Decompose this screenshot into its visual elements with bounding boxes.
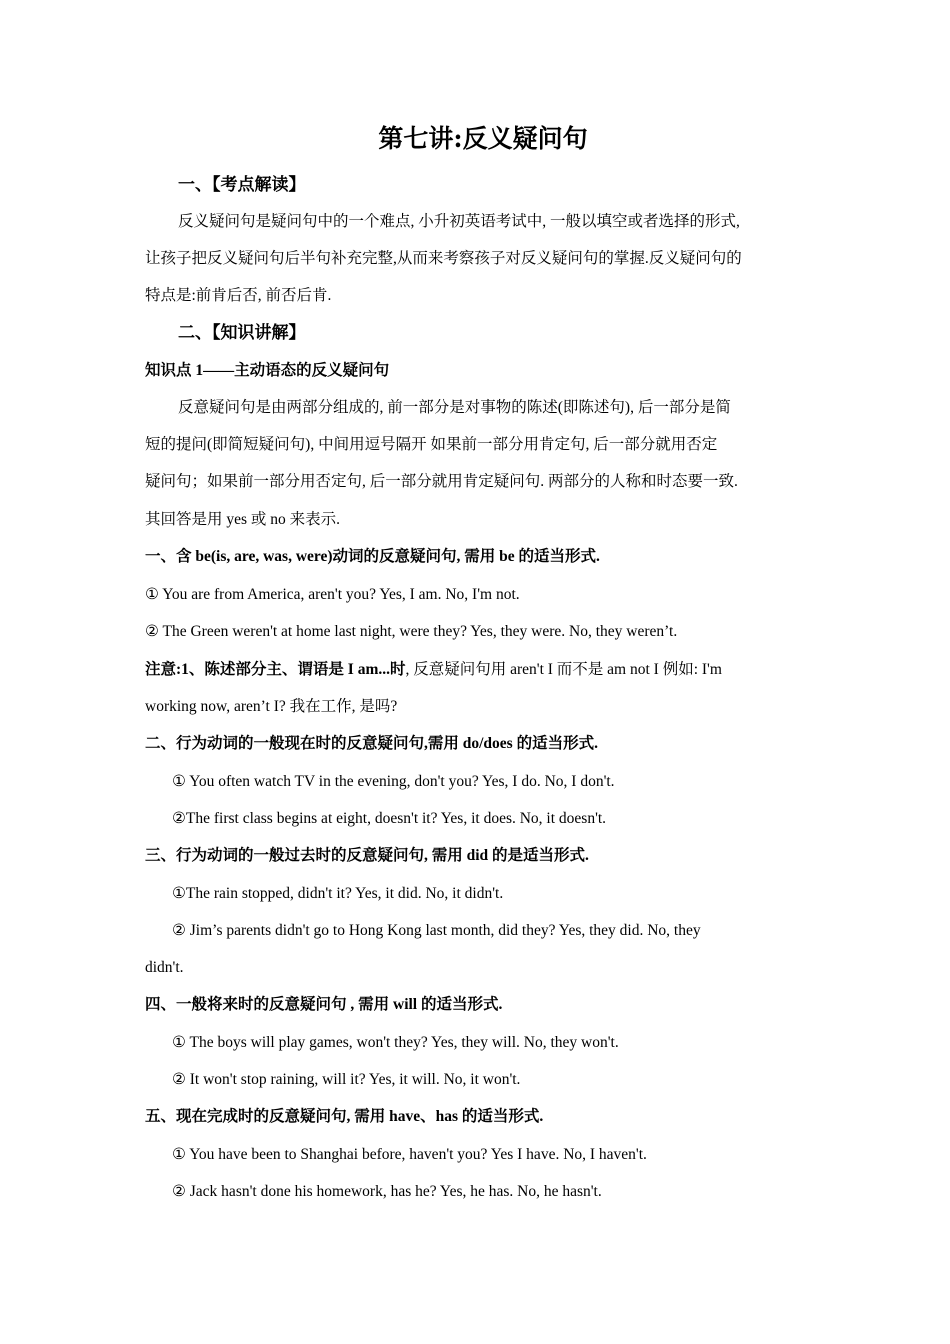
- example-line: ① You have been to Shanghai before, haven't you? Yes I have. No, I haven't.: [172, 1146, 647, 1163]
- rule-heading-4: 四、一般将来时的反意疑问句 , 需用 will 的适当形式.: [145, 996, 503, 1013]
- paragraph-line: 疑问句；如果前一部分用否定句, 后一部分就用肯定疑问句. 两部分的人称和时态要一致.: [145, 473, 738, 490]
- note-line-2: working now, aren’t I? 我在工作, 是吗?: [145, 698, 398, 715]
- paragraph-line: 特点是:前肯后否, 前否后肯.: [145, 287, 332, 304]
- page-title: 第七讲:反义疑问句: [378, 124, 588, 153]
- rule-heading-5: 五、现在完成时的反意疑问句, 需用 have、has 的适当形式.: [145, 1108, 544, 1125]
- note-text: , 反意疑问句用 aren't I 而不是 am not I 例如: I'm: [405, 661, 722, 678]
- example-line: ② It won't stop raining, will it? Yes, it will. No, it won't.: [172, 1071, 521, 1088]
- example-line-cont: didn't.: [145, 959, 184, 976]
- paragraph-line: 短的提问(即简短疑问句), 中间用逗号隔开 如果前一部分用肯定句, 后一部分就用否定: [145, 436, 718, 453]
- paragraph-line: 其回答是用 yes 或 no 来表示.: [145, 511, 341, 528]
- example-line: ① You often watch TV in the evening, don't you? Yes, I do. No, I don't.: [172, 773, 615, 790]
- section-heading-1: 一、【考点解读】: [178, 175, 306, 194]
- rule-heading-2: 二、行为动词的一般现在时的反意疑问句,需用 do/does 的适当形式.: [145, 735, 598, 752]
- section-heading-2: 二、【知识讲解】: [178, 323, 306, 342]
- example-line: ① You are from America, aren't you? Yes, I am. No, I'm not.: [145, 586, 520, 603]
- example-line: ①The rain stopped, didn't it? Yes, it did. No, it didn't.: [172, 885, 504, 902]
- paragraph-line: 让孩子把反义疑问句后半句补充完整,从而来考察孩子对反义疑问句的掌握.反义疑问句的: [145, 250, 742, 267]
- example-line: ① The boys will play games, won't they? Yes, they will. No, they won't.: [172, 1034, 619, 1051]
- example-line: ②The first class begins at eight, doesn't it? Yes, it does. No, it doesn't.: [172, 810, 607, 827]
- rule-heading-3: 三、行为动词的一般过去时的反意疑问句, 需用 did 的是适当形式.: [145, 847, 589, 864]
- example-line: ② Jim’s parents didn't go to Hong Kong last month, did they? Yes, they did. No, they: [172, 922, 701, 939]
- rule-heading-1: 一、含 be(is, are, was, were)动词的反意疑问句, 需用 be 的适当形式.: [145, 548, 600, 565]
- example-line: ② The Green weren't at home last night, were they? Yes, they were. No, they weren’t.: [145, 623, 678, 640]
- note-line: [145, 660, 722, 680]
- paragraph-line: 反义疑问句是疑问句中的一个难点, 小升初英语考试中, 一般以填空或者选择的形式,: [178, 213, 740, 230]
- note-label: 注意:1、陈述部分主、谓语是 I am...时: [145, 661, 406, 678]
- example-line: ② Jack hasn't done his homework, has he? Yes, he has. No, he hasn't.: [172, 1183, 602, 1200]
- paragraph-line: 反意疑问句是由两部分组成的, 前一部分是对事物的陈述(即陈述句), 后一部分是简: [178, 399, 731, 416]
- knowledge-point-heading: 知识点 1——主动语态的反义疑问句: [145, 362, 390, 379]
